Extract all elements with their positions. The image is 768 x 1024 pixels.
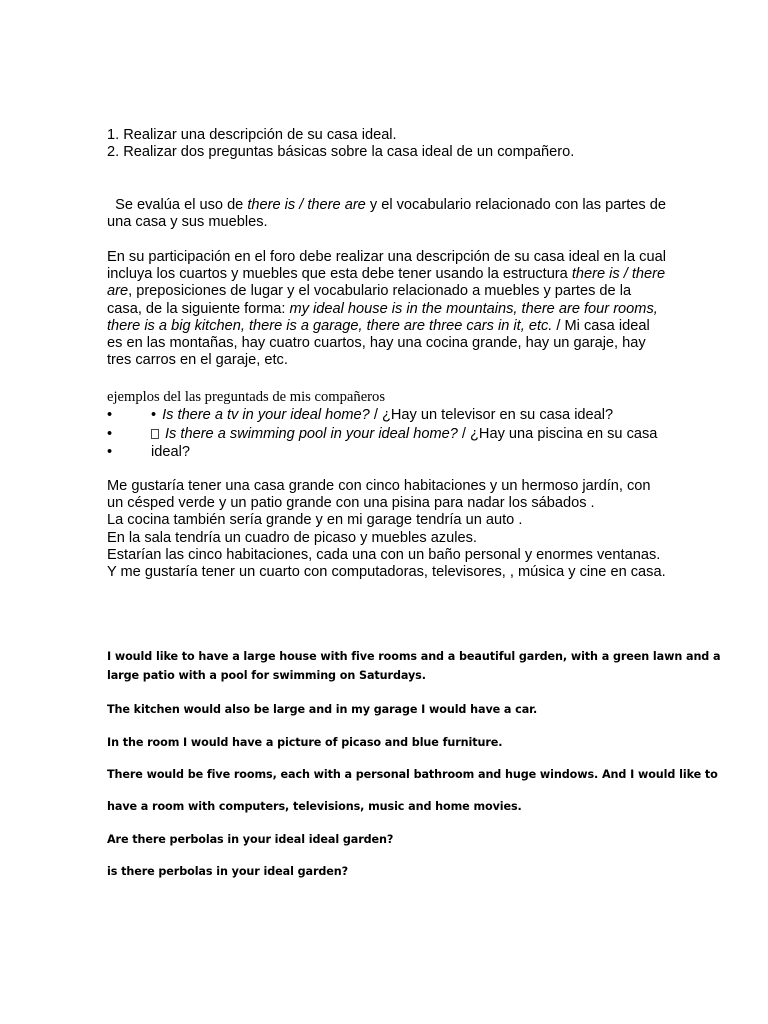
bullet-icon: •: [107, 407, 113, 423]
english-p1-line-2: large patio with a pool for swimming on Saturdays.: [107, 669, 426, 682]
task-list: [107, 127, 667, 161]
instructions-line-7: tres carros en el garaje, etc.: [107, 352, 288, 369]
english-paragraph-5: have a room with computers, televisions, music and home movies.: [107, 800, 522, 813]
instructions-line-3: [107, 283, 667, 300]
instructions-paragraph: [107, 249, 667, 369]
bullet-icon: •: [107, 444, 113, 460]
english-paragraph-2: The kitchen would also be large and in my garage I would have a car.: [107, 703, 538, 716]
missing-glyph-icon: [151, 429, 159, 439]
spanish-line-5: Estarían las cinco habitaciones, cada una con un baño personal y enormes ventanas.: [107, 546, 661, 563]
example-question-1-sep: /: [369, 407, 382, 423]
evaluation-rest: y el vocabulario relacionado con las partes de: [365, 197, 666, 213]
english-question-1: Are there perbolas in your ideal ideal garden?: [107, 833, 394, 846]
task-item-2: 2. Realizar dos preguntas básicas sobre la casa ideal de un compañero.: [107, 144, 575, 161]
task-item-1: 1. Realizar una descripción de su casa ideal.: [107, 127, 397, 143]
inner-bullet-icon: •: [151, 407, 157, 423]
spanish-description: [107, 478, 667, 581]
instructions-line-3-text: , preposiciones de lugar y el vocabulario relacionado a muebles y partes de la: [128, 283, 632, 300]
example-question-1-content: [151, 407, 613, 424]
instructions-line-1: En su participación en el foro debe realizar una descripción de su casa ideal en la cual: [107, 249, 666, 265]
example-question-2-continuation: [107, 444, 667, 461]
example-question-1-en: Is there a tv in your ideal home?: [162, 407, 370, 423]
spanish-line-2: un césped verde y un patio grande con una pisina para nadar los sábados .: [107, 495, 595, 512]
example-question-2: [107, 426, 667, 443]
evaluation-structure: there is / there are: [247, 197, 366, 213]
instructions-line-2: [107, 266, 667, 283]
instructions-line-6: es en las montañas, hay cuatro cuartos, hay una cocina grande, hay un garaje, hay: [107, 335, 646, 352]
english-question-2: is there perbolas in your ideal garden?: [107, 865, 349, 878]
example-question-2-content: [151, 426, 657, 443]
spanish-line-6: Y me gustaría tener un cuarto con computadoras, televisores, , música y cine en casa.: [107, 564, 666, 581]
example-question-2-en: Is there a swimming pool in your ideal home?: [165, 426, 458, 442]
instructions-line-4-italic: my ideal house is in the mountains, there are four rooms,: [289, 300, 658, 317]
evaluation-line-2: una casa y sus muebles.: [107, 214, 268, 231]
instructions-line-5: [107, 318, 667, 335]
example-question-2-sep: /: [457, 426, 471, 442]
english-paragraph-4: There would be five rooms, each with a personal bathroom and huge windows. And I would like to: [107, 768, 718, 781]
english-p1-line-1: I would like to have a large house with five rooms and a beautiful garden, with a green lawn and a: [107, 650, 721, 663]
spanish-line-4: En la sala tendría un cuadro de picaso y muebles azules.: [107, 529, 477, 546]
instructions-line-2-italic: there is / there: [571, 266, 666, 283]
examples-heading: ejemplos del las preguntads de mis compañeros: [107, 389, 386, 405]
instructions-line-5-text: / Mi casa ideal: [552, 317, 650, 334]
evaluation-lead: Se evalúa el uso de: [107, 197, 248, 213]
bullet-icon: •: [107, 426, 113, 442]
spanish-line-3: La cocina también sería grande y en mi garage tendría un auto .: [107, 512, 523, 529]
spanish-line-1: Me gustaría tener una casa grande con cinco habitaciones y un hermoso jardín, con: [107, 478, 651, 494]
instructions-line-5-italic: there is a big kitchen, there is a garage, there are three cars in it, etc.: [107, 317, 553, 334]
example-question-1-es: ¿Hay un televisor en su casa ideal?: [381, 407, 614, 423]
example-question-2-es: ¿Hay una piscina en su casa: [470, 426, 658, 442]
instructions-line-3-italic: are: [107, 283, 129, 300]
evaluation-paragraph: [107, 197, 667, 231]
english-paragraph-3: In the room I would have a picture of picaso and blue furniture.: [107, 736, 503, 749]
english-paragraph-1: [107, 647, 721, 685]
example-question-1: [107, 407, 667, 424]
evaluation-line-1: [107, 197, 667, 214]
instructions-line-2-text: incluya los cuartos y muebles que esta debe tener usando la estructura: [107, 266, 572, 283]
instructions-line-4-text: casa, de la siguiente forma:: [107, 300, 290, 317]
example-question-2-cont-text: ideal?: [151, 444, 190, 460]
instructions-line-4: [107, 301, 667, 318]
